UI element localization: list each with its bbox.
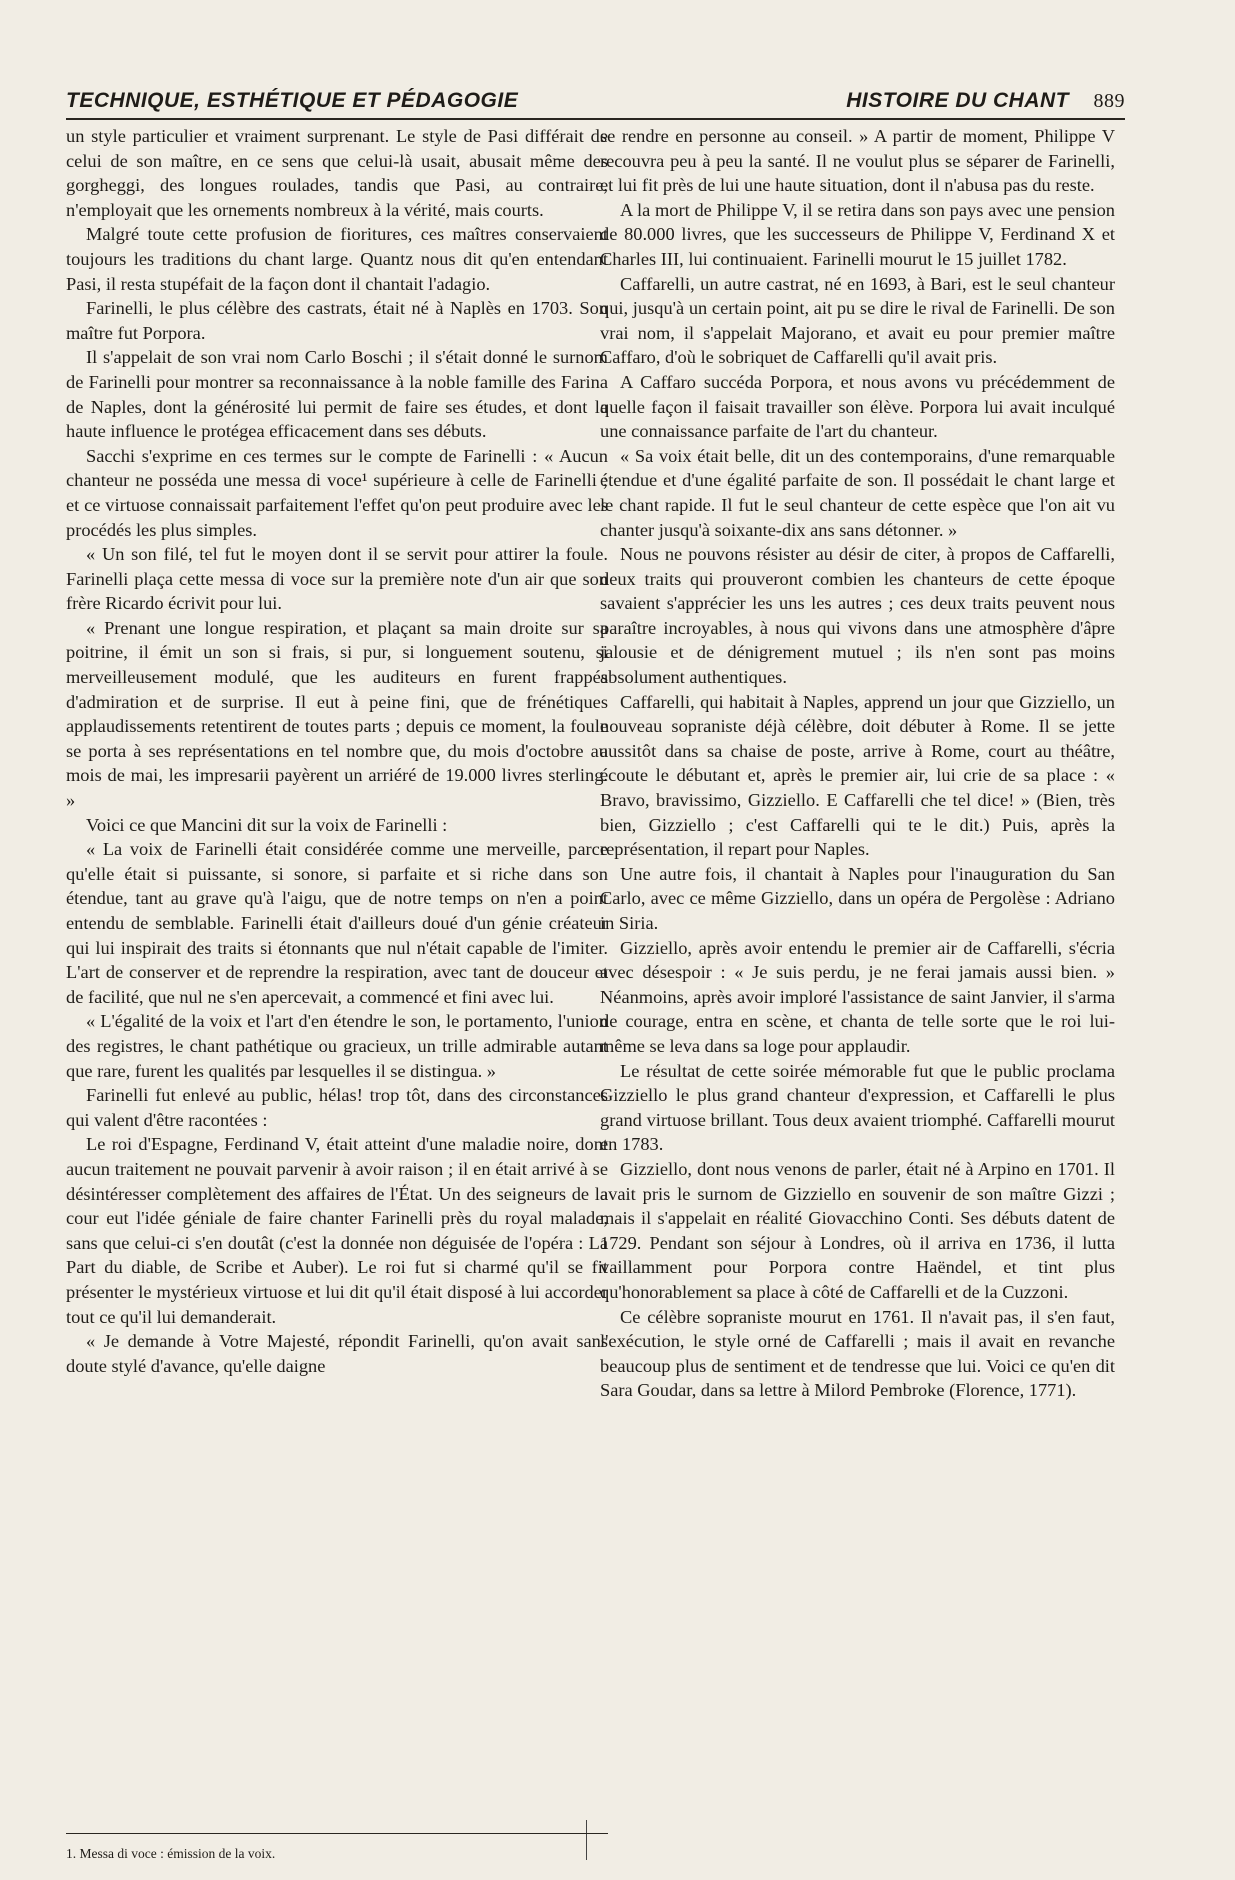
paragraph: « La voix de Farinelli était considérée comme une merveille, parce qu'elle était si puissante, si sonore, si parfaite et si riche dans son étendue, tant au grave qu'à l'aigu, que de notre temps on n'en a point entendu de semblable. Farinelli était d'ailleurs doué d'un génie créateur qui lui inspirait des traits si étonnants que nul n'était capable de l'imiter. L'art de conserver et de reprendre la respiration, avec tant de douceur et de facilité, que nul ne s'en apercevait, a commencé et fini avec lui. — [66, 839, 608, 1007]
paragraph: Une autre fois, il chantait à Naples pour l'inauguration du San Carlo, avec ce même Gizziello, dans un opéra de Pergolèse : Adriano in Siria. — [600, 863, 1115, 933]
right-column — [600, 124, 1115, 1403]
paragraph: Gizziello, après avoir entendu le premier air de Caffarelli, s'écria avec désespoir : « Je suis perdu, je ne ferai jamais aussi bien. » Néanmoins, après avoir imploré l'assistance de saint Janvier, il s'arma de courage, entra en scène, et chanta de telle sorte que le roi lui-même se leva dans sa loge pour applaudir. — [600, 937, 1115, 1056]
paragraph: Ce célèbre sopraniste mourut en 1761. Il n'avait pas, il s'en faut, l'exécution, le style orné de Caffarelli ; mais il avait en revanche beaucoup plus de sentiment et de tendresse que lui. Voici ce qu'en dit Sara Goudar, dans sa lettre à Milord Pembroke (Florence, 1771). — [600, 1306, 1115, 1401]
paragraph: « L'égalité de la voix et l'art d'en étendre le son, le portamento, l'union des registres, le chant pathétique ou gracieux, un trille admirable autant que rare, furent les qualités par lesquelles il se distingua. » — [66, 1011, 608, 1081]
footnote — [66, 1833, 608, 1862]
paragraph: Farinelli fut enlevé au public, hélas! trop tôt, dans des circonstances qui valent d'être racontées : — [66, 1085, 608, 1130]
paragraph: Gizziello, dont nous venons de parler, était né à Arpino en 1701. Il avait pris le surnom de Gizziello en souvenir de son maître Gizzi ; mais il s'appelait en réalité Giovacchino Conti. Ses débuts datent de 1729. Pendant son séjour à Londres, où il arriva en 1736, il lutta vaillamment pour Porpora contre Haëndel, et tint plus qu'honorablement sa place à côté de Caffarelli et de la Cuzzoni. — [600, 1158, 1115, 1302]
page-number: 889 — [1093, 90, 1125, 112]
paragraph: Sacchi s'exprime en ces termes sur le compte de Farinelli : « Aucun chanteur ne posséda une messa di voce¹ supérieure à celle de Farinelli ; et ce virtuose connaissait parfaitement l'effet qu'on peut produire avec les procédés les plus simples. — [66, 445, 608, 540]
paragraph: Le résultat de cette soirée mémorable fut que le public proclama Gizziello le plus grand chanteur d'expression, et Caffarelli le plus grand virtuose brillant. Tous deux avaient triomphé. Caffarelli mourut en 1783. — [600, 1060, 1115, 1155]
paragraph: Voici ce que Mancini dit sur la voix de Farinelli : — [86, 814, 448, 835]
header-left-title: TECHNIQUE, ESTHÉTIQUE ET PÉDAGOGIE — [66, 89, 519, 112]
paragraph: Caffarelli, qui habitait à Naples, apprend un jour que Gizziello, un nouveau sopraniste déjà célèbre, doit débuter à Rome. Il se jette aussitôt dans sa chaise de poste, arrive à Rome, court au théâtre, écoute le débutant et, après le premier air, lui crie de sa place : « Bravo, bravissimo, Gizziello. E Caffarelli che tel dice! » (Bien, très bien, Gizziello ; c'est Caffarelli qui te le dit.) Puis, après la représentation, il repart pour Naples. — [600, 691, 1115, 860]
paragraph: Malgré toute cette profusion de fioritures, ces maîtres conservaient toujours les traditions du chant large. Quantz nous dit qu'en entendant Pasi, il resta stupéfait de la façon dont il chantait l'adagio. — [66, 224, 608, 294]
paragraph: se rendre en personne au conseil. » A partir de moment, Philippe V recouvra peu à peu la santé. Il ne voulut plus se séparer de Farinelli, et lui fit près de lui une haute situation, dont il n'abusa pas du reste. — [600, 126, 1115, 196]
paragraph: Farinelli, le plus célèbre des castrats, était né à Naplès en 1703. Son maître fut Porpora. — [66, 298, 608, 343]
paragraph: « Sa voix était belle, dit un des contemporains, d'une remarquable étendue et d'une égalité parfaite de son. Il possédait le chant large et le chant rapide. Il fut le seul chanteur de cette espèce que l'on ait vu chanter jusqu'à soixante-dix ans sans détonner. » — [600, 445, 1115, 540]
paragraph: Le roi d'Espagne, Ferdinand V, était atteint d'une maladie noire, dont aucun traitement ne pouvait parvenir à avoir raison ; il en était arrivé à se désintéresser complètement des affaires de l'État. Un des seigneurs de la cour eut l'idée géniale de faire chanter Farinelli près du royal malade, sans que celui-ci s'en doutât (c'est la donnée non déguisée de l'opéra : La Part du diable, de Scribe et Auber). Le roi fut si charmé qu'il se fit présenter le mystérieux virtuose et lui dit qu'il était disposé à lui accorder tout ce qu'il lui demanderait. — [66, 1134, 608, 1327]
paragraph: Il s'appelait de son vrai nom Carlo Boschi ; il s'était donné le surnom de Farinelli pour montrer sa reconnaissance à la noble famille des Farina de Naples, dont la générosité lui permit de faire ses études, et dont la haute influence le protégea efficacement dans ses débuts. — [66, 347, 608, 442]
paragraph: « Prenant une longue respiration, et plaçant sa main droite sur sa poitrine, il émit un son si frais, si pur, si longuement soutenu, si merveilleusement modulé, que les auditeurs en furent frappés d'admiration et de surprise. Il eut à peine fini, que de frénétiques applaudissements retentirent de toutes parts ; depuis ce moment, la foule se porta à ses représentations en tel nombre que, du mois d'octobre au mois de mai, les impresarii payèrent un arriéré de 19.000 livres sterling. » — [66, 617, 608, 811]
paragraph: un style particulier et vraiment surprenant. Le style de Pasi différait de celui de son maître, en ce sens que celui-là usait, abusait même des gorgheggi, des longues roulades, tandis que Pasi, au contraire, n'employait que les ornements nombreux à la vérité, mais courts. — [66, 126, 608, 220]
paragraph: « Je demande à Votre Majesté, répondit Farinelli, qu'on avait sans doute stylé d'avance, qu'elle daigne — [66, 1331, 608, 1376]
paragraph: A la mort de Philippe V, il se retira dans son pays avec une pension de 80.000 livres, que les successeurs de Philippe V, Ferdinand X et Charles III, lui continuaient. Farinelli mourut le 15 juillet 1782. — [600, 199, 1115, 269]
paragraph: Nous ne pouvons résister au désir de citer, à propos de Caffarelli, deux traits qui prouveront combien les chanteurs de cette époque savaient s'apprécier les uns les autres ; ces deux traits peuvent nous paraître incroyables, à nous qui vivons dans une atmosphère d'âpre jalousie et de dénigrement mutuel ; ils n'en sont pas moins absolument authentiques. — [600, 544, 1115, 688]
running-header — [66, 88, 1125, 120]
left-column — [66, 124, 608, 1378]
paragraph: « Un son filé, tel fut le moyen dont il se servit pour attirer la foule. Farinelli plaça cette messa di voce sur la première note d'un air que son frère Ricardo écrivit pour lui. — [66, 544, 608, 614]
header-right-title: HISTOIRE DU CHANT — [846, 89, 1069, 112]
paragraph: A Caffaro succéda Porpora, et nous avons vu précédemment de quelle façon il faisait travailler son élève. Porpora lui avait inculqué une connaissance parfaite de l'art du chanteur. — [600, 371, 1115, 442]
footnote-text: 1. Messa di voce : émission de la voix. — [66, 1846, 276, 1861]
paragraph: Caffarelli, un autre castrat, né en 1693, à Bari, est le seul chanteur qui, jusqu'à un certain point, ait pu se dire le rival de Farinelli. De son vrai nom, il s'appelait Majorano, et avait eu pour premier maître Caffaro, d'où le sobriquet de Caffarelli qu'il avait pris. — [600, 273, 1115, 368]
